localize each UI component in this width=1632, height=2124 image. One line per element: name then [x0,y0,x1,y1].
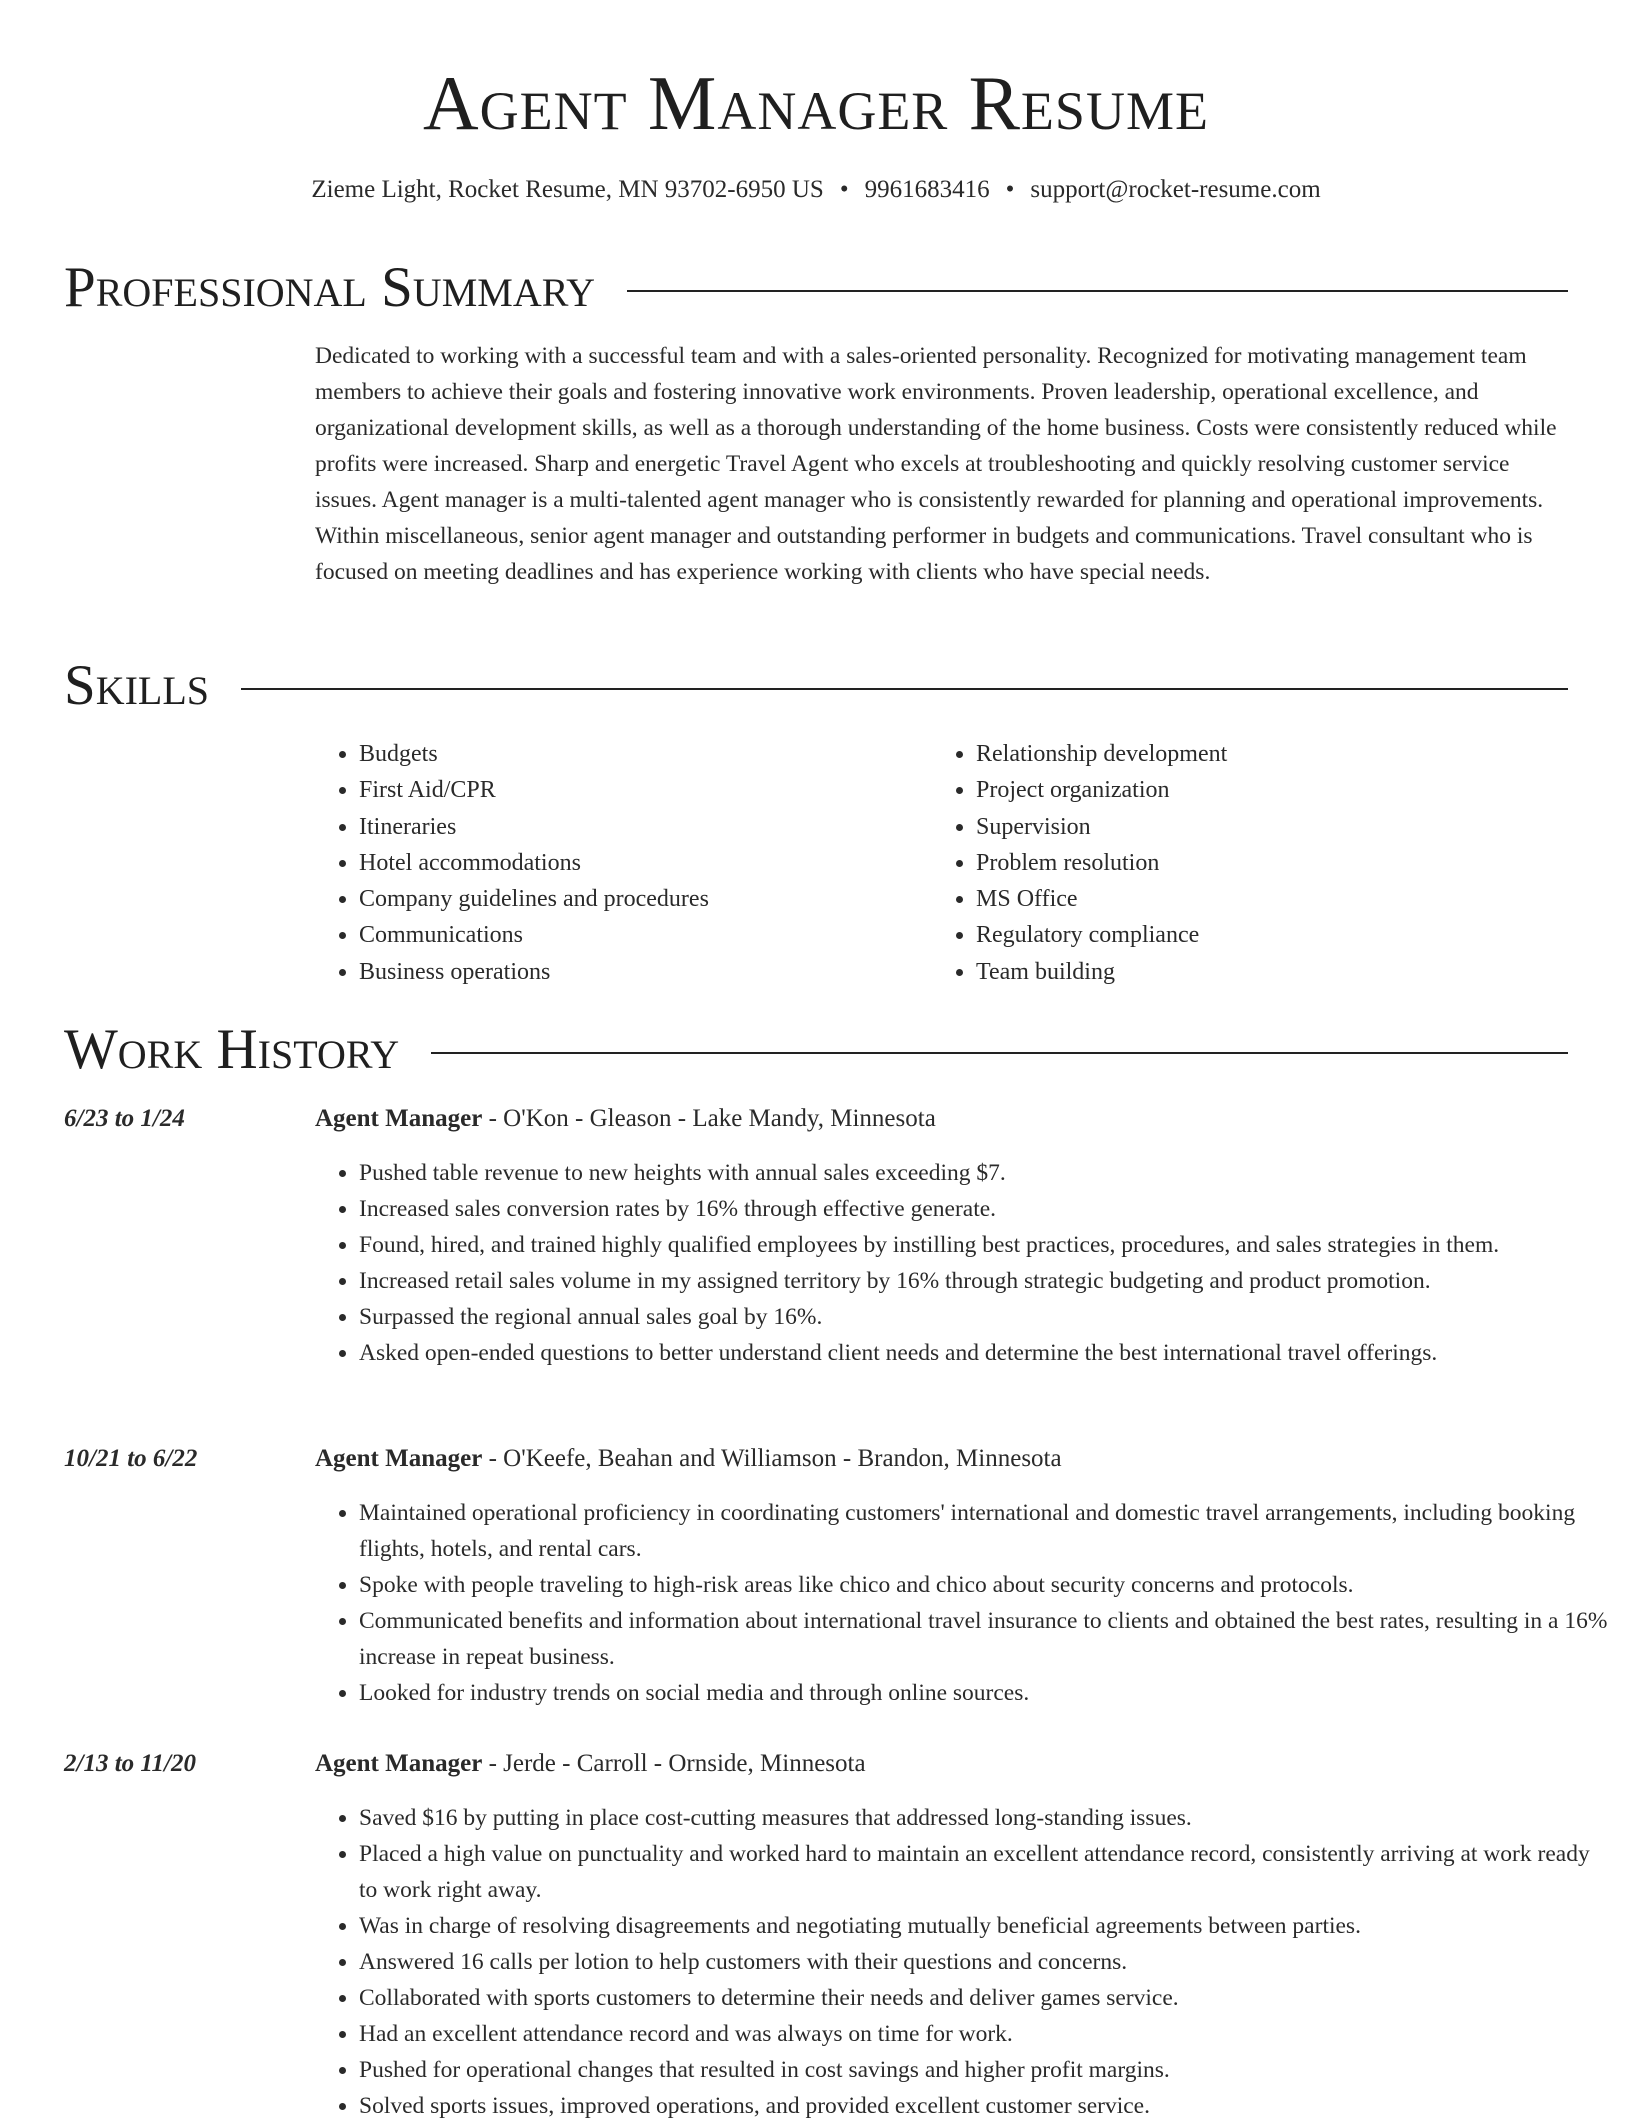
job-dates: 6/23 to 1/24 [64,1105,185,1132]
job-bullet: • Pushed table revenue to new heights with annual sales exceeding $7. [359,1155,1612,1191]
skill-item: • Communications [359,917,929,953]
skill-item: • Business operations [359,954,929,990]
skill-item: • Problem resolution [976,845,1576,881]
skill-item: • Company guidelines and procedures [359,881,929,917]
skills-list-right [932,736,1576,990]
separator-bullet: • [1005,176,1015,203]
job-dates: 10/21 to 6/22 [64,1445,198,1472]
job-title: Agent Manager [315,1105,483,1132]
section-divider [627,290,1568,292]
job-title: Agent Manager [315,1445,483,1472]
job-bullet: • Asked open-ended questions to better understand client needs and determine the best international travel offerings. [359,1335,1612,1371]
skill-item: • First Aid/CPR [359,772,929,808]
resume-title: Agent Manager Resume [423,60,1209,146]
phone: 9961683416 [864,176,990,203]
job-title: Agent Manager [315,1750,483,1777]
skill-item: • Relationship development [976,736,1576,772]
job-bullet: • Pushed for operational changes that resulted in cost savings and higher profit margins. [359,2052,1612,2088]
job-bullet: • Surpassed the regional annual sales goal by 16%. [359,1299,1612,1335]
job-bullet: • Spoke with people traveling to high-risk areas like chico and chico about security concerns and protocols. [359,1567,1612,1603]
section-heading: Professional Summary [64,256,596,319]
job-bullet: • Increased sales conversion rates by 16% through effective generate. [359,1191,1612,1227]
job-employer-location: - Jerde - Carroll - Ornside, Minnesota [482,1750,866,1777]
job-bullet: • Saved $16 by putting in place cost-cutting measures that addressed long-standing issues. [359,1800,1612,1836]
section-header-summary [64,254,1568,322]
section-heading: Work History [64,1018,400,1081]
skill-item: • Supervision [976,809,1576,845]
email: support@rocket-resume.com [1030,176,1321,203]
job-bullet: • Increased retail sales volume in my assigned territory by 16% through strategic budgeting and product promotion. [359,1263,1612,1299]
skill-item: • Budgets [359,736,929,772]
skill-item: • Team building [976,954,1576,990]
skill-item: • MS Office [976,881,1576,917]
skill-item: • Hotel accommodations [359,845,929,881]
job-bullet: • Had an excellent attendance record and was always on time for work. [359,2016,1612,2052]
summary-text: Dedicated to working with a successful team and with a sales-oriented personality. Recognized for motivating management team members to achieve their goals and fostering innovative work environments. Proven leadership, operational excellence, and organizational development skills, as well as a thorough understanding of the home business. Costs were consistently reduced while profits were increased. Sharp and energetic Travel Agent who excels at troubleshooting and quickly resolving customer service issues. Agent manager is a multi-talented agent manager who is consistently rewarded for planning and operational improvements. Within miscellaneous, senior agent manager and outstanding performer in budgets and communications. Travel consultant who is focused on meeting deadlines and has experience working with clients who have special needs. [315,343,1557,585]
section-divider [431,1052,1568,1054]
job-dates: 2/13 to 11/20 [64,1750,196,1777]
job-bullet: • Placed a high value on punctuality and worked hard to maintain an excellent attendance record, consistently arriving at work ready to work right away. [359,1836,1612,1908]
address: Zieme Light, Rocket Resume, MN 93702-6950 US [311,176,824,203]
job-bullet: • Maintained operational proficiency in coordinating customers' international and domestic travel arrangements, including booking flights, hotels, and rental cars. [359,1495,1612,1567]
job-header [315,1745,1568,1783]
section-header-work-history [64,1016,1568,1084]
job-bullets [315,1495,1612,1711]
job-bullet: • Looked for industry trends on social media and through online sources. [359,1675,1612,1711]
job-bullet: • Found, hired, and trained highly qualified employees by instilling best practices, procedures, and sales strategies in them. [359,1227,1612,1263]
job-bullet: • Communicated benefits and information about international travel insurance to clients and obtained the best rates, resulting in a 16% increase in repeat business. [359,1603,1612,1675]
job-header [315,1100,1568,1138]
skill-item: • Project organization [976,772,1576,808]
contact-line [0,172,1632,208]
section-divider [241,688,1568,690]
skill-item: • Itineraries [359,809,929,845]
section-header-skills [64,652,1568,720]
job-bullets [315,1155,1612,1371]
separator-bullet: • [839,176,849,203]
job-employer-location: - O'Keefe, Beahan and Williamson - Brandon, Minnesota [482,1445,1062,1472]
section-heading: Skills [64,654,210,717]
job-bullet: • Solved sports issues, improved operations, and provided excellent customer service. [359,2088,1612,2124]
skill-item: • Regulatory compliance [976,917,1576,953]
job-bullet: • Collaborated with sports customers to determine their needs and deliver games service. [359,1980,1612,2016]
job-bullet: • Was in charge of resolving disagreements and negotiating mutually beneficial agreements between parties. [359,1908,1612,1944]
job-bullet: • Answered 16 calls per lotion to help customers with their questions and concerns. [359,1944,1612,1980]
job-header [315,1440,1568,1478]
job-employer-location: - O'Kon - Gleason - Lake Mandy, Minnesota [482,1105,936,1132]
job-bullets [315,1800,1612,2124]
skills-list-left [315,736,929,990]
